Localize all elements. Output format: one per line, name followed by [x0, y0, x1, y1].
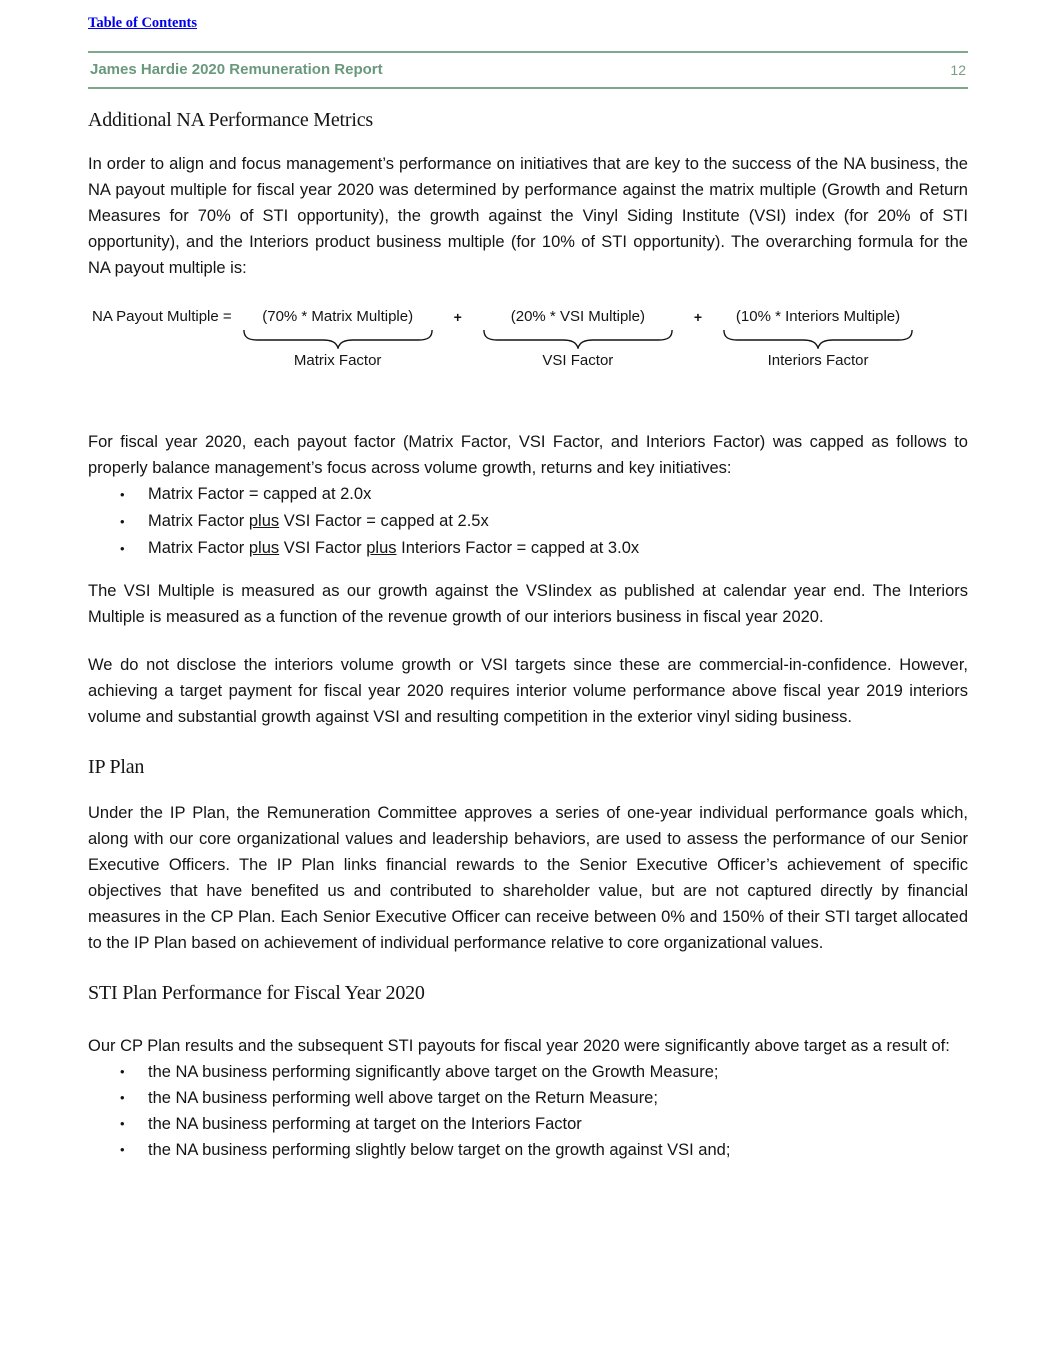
underbrace-vsi — [482, 329, 674, 349]
paragraph-caps-intro: For fiscal year 2020, each payout factor (Matrix Factor, VSI Factor, and Interiors Factor) was capped as follows to properly balance management’s focus across volume growth, returns and key initiatives: — [88, 433, 968, 477]
formula-term-matrix — [238, 307, 438, 371]
paragraph-vsi-multiple: The VSI Multiple is measured as our growth against the VSIindex as published at calendar year end. The Interiors Multiple is measured as a function of the revenue growth of our interiors business in fiscal year 2020. — [88, 582, 968, 626]
bullet-text: the NA business performing significantly above target on the Growth Measure; — [148, 1063, 719, 1081]
table-of-contents-link[interactable]: Table of Contents — [88, 15, 198, 31]
formula-label-interiors-factor: Interiors Factor — [767, 352, 869, 369]
bullet-text: Matrix Factor plus VSI Factor plus Interiors Factor = capped at 3.0x — [148, 539, 640, 557]
bullet-icon: • — [120, 1142, 125, 1157]
underbrace-matrix — [242, 329, 434, 349]
header-rule-bottom — [88, 87, 968, 89]
bullet-text: the NA business performing slightly below target on the growth against VSI and; — [148, 1141, 731, 1159]
heading-sti-plan-performance: STI Plan Performance for Fiscal Year 2020 — [88, 982, 425, 1004]
bullet-icon: • — [120, 1116, 125, 1131]
page-number: 12 — [950, 61, 966, 78]
bullet-icon: • — [120, 1064, 125, 1079]
formula-plus-operator: + — [453, 309, 462, 325]
heading-ip-plan: IP Plan — [88, 756, 145, 778]
list-item — [88, 1111, 968, 1137]
formula-plus-operator: + — [693, 309, 703, 325]
formula-term-interiors — [718, 307, 918, 371]
formula-expr-matrix: (70% * Matrix Multiple) — [262, 308, 414, 325]
paragraph-sti-intro: Our CP Plan results and the subsequent STI payouts for fiscal year 2020 were significantly above target as a result of: — [88, 1037, 950, 1055]
formula-label-matrix-factor: Matrix Factor — [293, 352, 382, 369]
list-item — [88, 508, 968, 535]
bullet-icon: • — [120, 487, 125, 502]
bullet-text: the NA business performing at target on the Interiors Factor — [148, 1115, 582, 1133]
bullet-text: Matrix Factor plus VSI Factor = capped at 2.5x — [148, 512, 489, 530]
formula-expr-interiors: (10% * Interiors Multiple) — [735, 308, 901, 325]
paragraph-ip-plan: Under the IP Plan, the Remuneration Committee approves a series of one-year individual performance goals which, along with our core organizational values and leadership behaviors, are used to assess the performance of our Senior Executive Officers. The IP Plan links financial rewards to the Senior Executive Officer’s achievement of specific objectives that have benefited us and contributed to shareholder value, but are not captured directly by financial measures in the CP Plan. Each Senior Executive Officer can receive between 0% and 150% of their STI target allocated to the IP Plan based on achievement of individual performance relative to core organizational values. — [88, 804, 968, 952]
paragraph-metrics-intro: In order to align and focus management’s performance on initiatives that are key to the success of the NA business, the NA payout multiple for fiscal year 2020 was determined by performance against the matrix multiple (Growth and Return Measures for 70% of STI opportunity), the growth against the Vinyl Siding Institute (VSI) index (for 20% of STI opportunity), and the Interiors product business multiple (for 10% of STI opportunity). The overarching formula for the NA payout multiple is: — [88, 155, 968, 277]
list-item — [88, 1059, 968, 1085]
formula-expr-vsi: (20% * VSI Multiple) — [510, 308, 645, 325]
heading-additional-na-performance-metrics: Additional NA Performance Metrics — [88, 109, 373, 131]
na-payout-formula — [92, 307, 968, 371]
report-header — [88, 53, 968, 87]
bullet-text: the NA business performing well above target on the Return Measure; — [148, 1089, 658, 1107]
bullet-icon: • — [120, 1090, 125, 1105]
underbrace-interiors — [722, 329, 914, 349]
list-item — [88, 535, 968, 562]
bullet-text: Matrix Factor = capped at 2.0x — [148, 485, 372, 503]
formula-term-vsi — [478, 307, 678, 371]
bullet-icon: • — [120, 541, 125, 556]
bullet-icon: • — [120, 514, 125, 529]
report-title: James Hardie 2020 Remuneration Report — [90, 61, 383, 78]
list-item — [88, 1085, 968, 1111]
paragraph-disclosure: We do not disclose the interiors volume growth or VSI targets since these are commercial-in-confidence. However, achieving a target payment for fiscal year 2020 requires interior volume performance above fiscal year 2019 interiors volume and substantial growth against VSI and resulting competition in the exterior vinyl siding business. — [88, 656, 968, 726]
formula-label-vsi-factor: VSI Factor — [542, 352, 614, 369]
sti-bullet-list — [88, 1059, 968, 1163]
caps-bullet-list — [88, 481, 968, 562]
list-item — [88, 1137, 968, 1163]
list-item — [88, 481, 968, 508]
formula-lhs: NA Payout Multiple = — [92, 308, 232, 325]
